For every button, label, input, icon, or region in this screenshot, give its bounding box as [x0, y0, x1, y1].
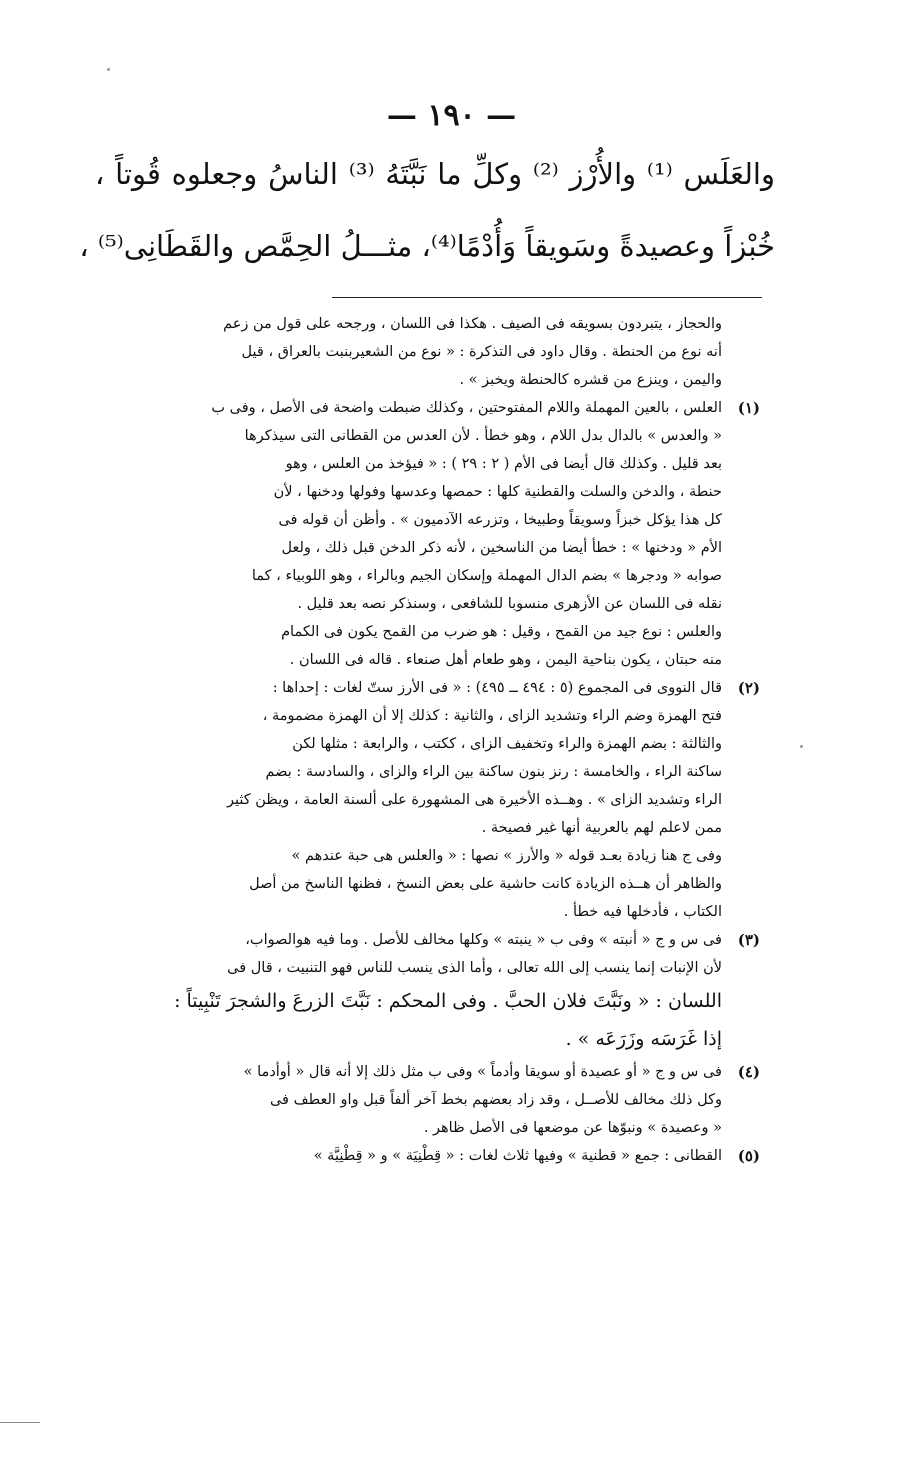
footnote-line: قال النووى فى المجموع (٥ : ٤٩٤ ــ ٤٩٥) : « فى الأرز ستّ لغات : إحداها : [272, 680, 722, 696]
page-number: — ١٩٠ — [386, 98, 517, 133]
footnote-number: (٢) [737, 679, 760, 697]
footnote-line: واليمن ، وينزع من قشره كالحنطة ويخبز » . [459, 372, 722, 388]
footnote-number: (٥) [737, 1147, 760, 1165]
scan-speck [800, 745, 803, 748]
footnote-line: وكل ذلك مخالف للأصــل ، وقد زاد بعضهم بخط آخر ألفاً قبل واو العطف فى [269, 1092, 722, 1108]
footnote-line: فى س و ج « أنبته » وفى ب « ينبته » وكلها مخالف للأصل . وما فيه هوالصواب، [245, 932, 722, 948]
footnote-line: والحجاز ، يتبردون بسويقه فى الصيف . هكذا فى اللسان ، ورجحه على قول من زعم [223, 316, 722, 332]
footnote-line: والظاهر أن هــذه الزيادة كانت حاشية على بعض النسخ ، فظنها الناسخ من أصل [249, 876, 722, 892]
footnote-line: « والعدس » بالدال بدل اللام ، وهو خطأ . لأن العدس من القطانى التى سيذكرها [244, 428, 722, 444]
main-text-line-2: خُبْزاً وعصيدةً وسَويقاً وَأُدْمًا⁽⁴⁾، مثـــلُ الحِمَّص والقَطَانِى⁽⁵⁾ ، [79, 229, 775, 263]
footnote-line: والثالثة : بضم الهمزة والراء وتخفيف الزاى ، ككتب ، والرابعة : مثلها لكن [292, 736, 722, 752]
footnote-number: (١) [737, 399, 760, 417]
footnote-line: فى س و ج « أو عصيدة أو سويقا وأدماً » وفى ب مثل ذلك إلا أنه قال « أوأدما » [243, 1064, 722, 1080]
footnote-5 [90, 1142, 760, 1170]
footnote-line: حنطة ، والدخن والسلت والقطنية كلها : حمصها وعدسها وفولها ودخنها ، لأن [273, 484, 722, 500]
footnote-number: (٤) [737, 1063, 760, 1081]
footnote-line: الأم « ودخنها » : خطأ أيضا من الناسخين ، لأنه ذكر الدخن قبل ذلك ، ولعل [281, 540, 722, 556]
footnote-number: (٣) [737, 931, 760, 949]
footnote-1 [90, 394, 760, 674]
footnote-line-large: إذا غَرَسَه وزَرَعَه » . [565, 1028, 722, 1050]
footnote-line: بعد قليل . وكذلك قال أيضا فى الأم ( ٢ : ٢٩ ) : « فيؤخذ من العلس ، وهو [285, 456, 722, 472]
footnote-line: العلس ، بالعين المهملة واللام المفتوحتين ، وكذلك ضبطت واضحة فى الأصل ، وفى ب [211, 400, 722, 416]
footnotes [90, 310, 760, 1170]
scan-edge-mark [0, 1422, 40, 1423]
footnote-3 [90, 926, 760, 1058]
footnote-line: صوابه « ودجرها » بضم الدال المهملة وإسكان الجيم وبالراء ، وهو اللوبياء ، كما [251, 568, 722, 584]
footnote-line: والعلس : نوع جيد من القمح ، وقيل : هو ضرب من القمح يكون فى الكمام [281, 624, 722, 640]
footnote-4 [90, 1058, 760, 1142]
footnote-line-large: اللسان : « ونَبَّتَ فلان الحبَّ . وفى المحكم : نَبَّتَ الزرعَ والشجرَ تَنْبِيتاً : [174, 990, 722, 1012]
footnote-line: ممن لاعلم لهم بالعربية أنها غير فصيحة . [481, 820, 722, 836]
footnote-line: لأن الإنبات إنما ينسب إلى الله تعالى ، وأما الذى ينسب للناس فهو التنبيت ، قال فى [227, 960, 722, 976]
footnote-line: الكتاب ، فأدخلها فيه خطأ . [563, 904, 722, 920]
footnote-line: نقله فى اللسان عن الأزهرى منسوبا للشافعى ، وسنذكر نصه بعد قليل . [297, 596, 722, 612]
footnote-line: الراء وتشديد الزاى » . وهــذه الأخيرة هى المشهورة على ألسنة العامة ، ويظن كثير [227, 792, 722, 808]
footnote-line: فتح الهمزة وضم الراء وتشديد الزاى ، والثانية : كذلك إلا أن الهمزة مضمومة ، [262, 708, 722, 724]
footnote-line: كل هذا يؤكل خبزاً وسويقاً وطبيخا ، وتزرعه الآدميون » . وأظن أن قوله فى [278, 512, 722, 528]
scan-speck [107, 68, 110, 71]
main-text-line-1: والعَلَس ⁽¹⁾ والأُرْز ⁽²⁾ وكلِّ ما نَبَّتَهُ ⁽³⁾ الناسُ وجعلوه قُوتاً ، [95, 157, 775, 191]
footnote-line: أنه نوع من الحنطة . وقال داود فى التذكرة : « نوع من الشعيربنبت بالعراق ، قيل [241, 344, 722, 360]
footnote-continuation [90, 310, 760, 394]
footnote-separator [332, 297, 762, 298]
footnote-line: « وعصيدة » ونبوّها عن موضعها فى الأصل ظاهر . [423, 1120, 722, 1136]
footnote-2 [90, 674, 760, 926]
footnote-line: القطانى : جمع « قطنية » وفيها ثلاث لغات : « قِطْنِيَة » و « قِطْنِيَّة » [313, 1148, 722, 1164]
footnote-line: ساكنة الراء ، والخامسة : رنز بنون ساكنة بين الراء والزاى ، والسادسة : بضم [265, 764, 722, 780]
footnote-line: وفى ج هنا زيادة بعـد قوله « والأرز » نصها : « والعلس هى حبة عندهم » [291, 848, 722, 864]
footnote-line: منه حبتان ، يكون بناحية اليمن ، وهو طعام أهل صنعاء . قاله فى اللسان . [289, 652, 722, 668]
